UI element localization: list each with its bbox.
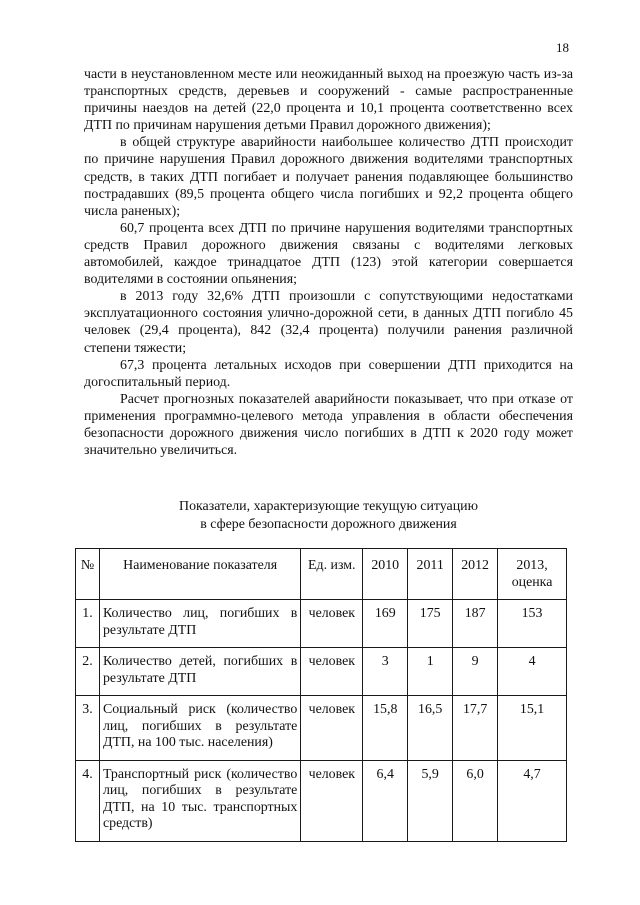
cell-2010: 15,8 (363, 696, 408, 761)
cell-2012: 6,0 (453, 760, 498, 841)
cell-2013: 15,1 (498, 696, 567, 761)
cell-unit: человек (301, 696, 363, 761)
header-unit: Ед. изм. (301, 549, 363, 600)
cell-unit: человек (301, 600, 363, 648)
cell-num: 2. (76, 648, 100, 696)
header-2013: 2013, оценка (498, 549, 567, 600)
cell-2012: 9 (453, 648, 498, 696)
page-number: 18 (556, 40, 569, 55)
paragraph: 60,7 процента всех ДТП по причине нарушения водителями транспортных средств Правил дорожного движения связаны с водителями легковых автомобилей, каждое тринадцатое ДТП (123) этой категории совершается водителями в состоянии опьянения; (84, 220, 573, 288)
header-2011: 2011 (408, 549, 453, 600)
indicators-table (75, 548, 567, 842)
header-name: Наименование показателя (99, 549, 300, 600)
header-2012: 2012 (453, 549, 498, 600)
header-num: № (76, 549, 100, 600)
cell-2010: 3 (363, 648, 408, 696)
cell-name: Транспортный риск (количество лиц, погибших в результате ДТП, на 10 тыс. транспортных средств) (99, 760, 300, 841)
table-caption-line: в сфере безопасности дорожного движения (200, 516, 457, 532)
table-header-row (76, 549, 567, 600)
paragraph: в 2013 году 32,6% ДТП произошли с сопутствующими недостатками эксплуатационного состояния улично-дорожной сети, в данных ДТП погибло 45 человек (29,4 процента), 842 (32,4 процента) получили ранения различной степени тяжести; (84, 289, 573, 356)
cell-2013: 4 (498, 648, 567, 696)
table-caption (84, 498, 573, 533)
paragraph: в общей структуре аварийности наибольшее количество ДТП происходит по причине нарушения Правил дорожного движения водителями транспортных средств, в таких ДТП погибает и получает ранения подавляющее большинство пострадавших (89,5 процента общего числа погибших и 92,2 процента общего числа раненых); (84, 135, 573, 219)
table-row (76, 760, 567, 841)
table-row (76, 696, 567, 761)
cell-2011: 175 (408, 600, 453, 648)
cell-2013: 153 (498, 600, 567, 648)
cell-num: 3. (76, 696, 100, 761)
cell-unit: человек (301, 648, 363, 696)
cell-2012: 187 (453, 600, 498, 648)
paragraph: части в неустановленном месте или неожиданный выход на проезжую часть из-за транспортных средств, деревьев и сооружений - самые распространенные причины наездов на детей (22,0 процента и 10,1 процента соответственно всех ДТП по причинам нарушения детьми Правил дорожного движения); (84, 67, 573, 134)
table-row (76, 600, 567, 648)
table-caption-line: Показатели, характеризующие текущую ситуацию (179, 499, 478, 514)
cell-unit: человек (301, 760, 363, 841)
cell-2010: 6,4 (363, 760, 408, 841)
body-text (84, 66, 573, 459)
paragraph: 67,3 процента летальных исходов при совершении ДТП приходится на догоспитальный период. (84, 357, 573, 390)
table-row (76, 648, 567, 696)
cell-2010: 169 (363, 600, 408, 648)
cell-name: Количество детей, погибших в результате ДТП (99, 648, 300, 696)
cell-2011: 5,9 (408, 760, 453, 841)
cell-2013: 4,7 (498, 760, 567, 841)
cell-num: 1. (76, 600, 100, 648)
cell-name: Количество лиц, погибших в результате ДТП (99, 600, 300, 648)
cell-2011: 1 (408, 648, 453, 696)
cell-num: 4. (76, 760, 100, 841)
cell-2012: 17,7 (453, 696, 498, 761)
header-2010: 2010 (363, 549, 408, 600)
paragraph: Расчет прогнозных показателей аварийности показывает, что при отказе от применения программно-целевого метода управления в области обеспечения безопасности дорожного движения число погибших в ДТП к 2020 году может значительно увеличиться. (84, 391, 573, 459)
cell-2011: 16,5 (408, 696, 453, 761)
cell-name: Социальный риск (количество лиц, погибших в результате ДТП, на 100 тыс. населения) (99, 696, 300, 761)
